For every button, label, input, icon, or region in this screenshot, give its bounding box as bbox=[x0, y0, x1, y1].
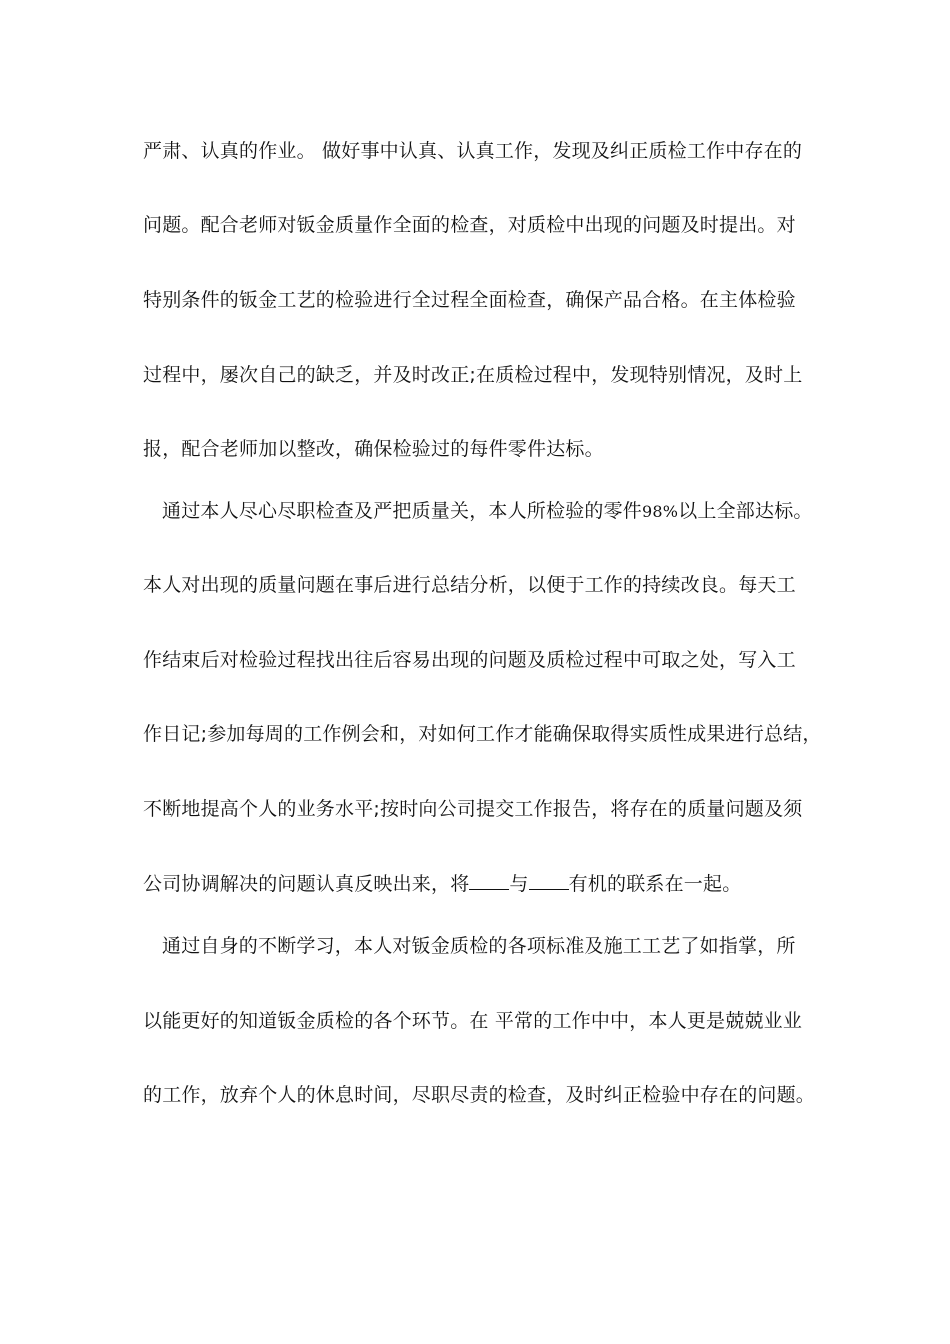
text-line bbox=[143, 872, 823, 896]
text-line: 过程中，屡次自己的缺乏，并及时改正;在质检过程中，发现特别情况，及时上 bbox=[143, 364, 803, 386]
text-line: 通过自身的不断学习，本人对钣金质检的各项标准及施工工艺了如指掌，所 bbox=[162, 935, 796, 957]
text-line: 不断地提高个人的业务水平;按时向公司提交工作报告，将存在的质量问题及须 bbox=[143, 798, 803, 820]
text-line: 的工作，放弃个人的休息时间，尽职尽责的检查，及时纠正检验中存在的问题。 bbox=[143, 1084, 816, 1106]
text-line: 作结束后对检验过程找出往后容易出现的问题及质检过程中可取之处，写入工 bbox=[143, 649, 796, 671]
text-line: 特别条件的钣金工艺的检验进行全过程全面检查，确保产品合格。在主体检验 bbox=[143, 289, 796, 311]
text-line: 严肃、认真的作业。 做好事中认真、认真工作，发现及纠正质检工作中存在的 bbox=[143, 140, 803, 162]
text-segment: 以上全部达标。 bbox=[678, 500, 813, 522]
fill-in-blank bbox=[469, 873, 509, 890]
text-line: 本人对出现的质量问题在事后进行总结分析，以便于工作的持续改良。每天工 bbox=[143, 574, 796, 596]
text-line: 报，配合老师加以整改，确保检验过的每件零件达标。 bbox=[143, 438, 604, 460]
text-segment: 通过本人尽心尽职检查及严把质量关，本人所检验的零件 bbox=[162, 500, 643, 522]
text-line: 以能更好的知道钣金质检的各个环节。在 平常的工作中中，本人更是兢兢业业 bbox=[143, 1010, 803, 1032]
text-segment: 与 bbox=[509, 873, 529, 895]
text-segment: 有机的联系在一起。 bbox=[568, 873, 742, 895]
text-segment: 公司协调解决的问题认真反映出来，将 bbox=[143, 873, 470, 895]
text-line: 作日记;参加每周的工作例会和，对如何工作才能确保取得实质性成果进行总结， bbox=[143, 723, 822, 745]
text-line bbox=[162, 499, 842, 524]
fill-in-blank bbox=[529, 873, 569, 890]
text-line: 问题。配合老师对钣金质量作全面的检查，对质检中出现的问题及时提出。对 bbox=[143, 214, 796, 236]
percentage-value: 98% bbox=[642, 502, 679, 521]
